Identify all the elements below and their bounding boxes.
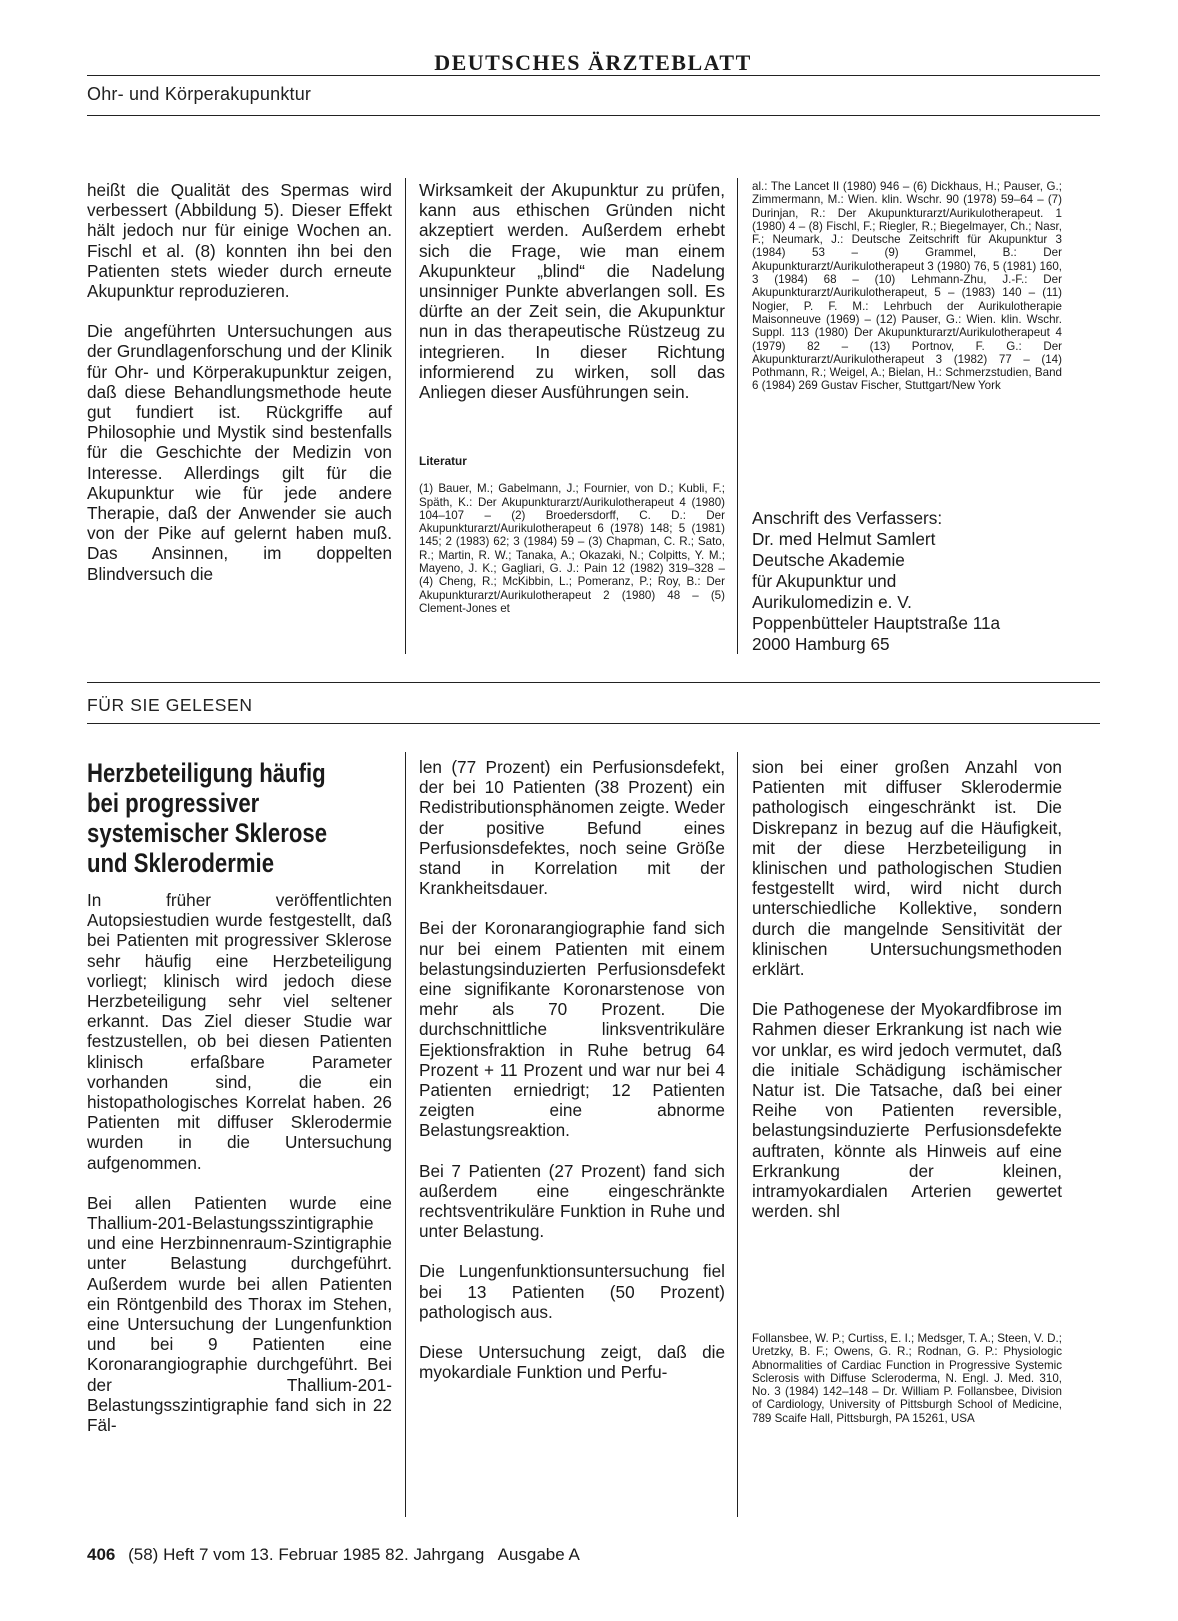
article2-reference (752, 1332, 1062, 1425)
journal-title: DEUTSCHES ÄRZTEBLATT (434, 50, 752, 75)
article2-column-2 (419, 757, 725, 1402)
header-rule-bottom (87, 115, 1100, 116)
paragraph: len (77 Prozent) ein Perfusionsdefekt, der bei 10 Patienten (38 Prozent) ein Redistributionsphänomen zeigte. Weder der positive Befund eines Perfusionsdefektes, noch seine Größe stand in Korrelation mit der Krankheitsdauer. (419, 757, 725, 899)
article2-column-1 (87, 890, 392, 1455)
article2-column-3 (752, 757, 1062, 1241)
page-number: 406 (87, 1545, 116, 1564)
paragraph: heißt die Qualität des Spermas wird verbessert (Abbildung 5). Dieser Effekt hält jedoch nur für einige Wochen an. Fischl et al. (8) konnten ihn bei den Patienten stets wieder durch erneute Akupunktur reproduzieren. (87, 180, 392, 302)
column-rule (405, 752, 406, 1517)
address-line: für Akupunktur und (752, 571, 897, 591)
header-rule-top (87, 75, 1100, 76)
address-line: 2000 Hamburg 65 (752, 634, 890, 654)
literature-heading: Literatur (419, 454, 467, 468)
paragraph: Wirksamkeit der Akupunktur zu prüfen, kann aus ethischen Gründen nicht akzeptiert werden. Außerdem erhebt sich die Frage, wie man einem Akupunkteur „blind“ die Nadelung unsinniger Punkte abverlangen soll. Es dürfte an der Zeit sein, die Akupunktur nun in das therapeutische Rüstzeug zu integrieren. In dieser Richtung informierend zu wirken, soll das Anliegen dieser Ausführungen sein. (419, 180, 725, 403)
paragraph: In früher veröffentlichten Autopsiestudien wurde festgestellt, daß bei Patienten mit progressiver Sklerose sehr häufig eine Herzbeteiligung vorliegt; klinisch wird jedoch diese Herzbeteiligung sehr viel seltener erkannt. Das Ziel dieser Studie war festzustellen, ob bei diesen Patienten klinisch erfaßbare Parameter vorhanden sind, die ein histopathologisches Korrelat haben. 26 Patienten mit diffuser Sklerodermie wurden in die Untersuchung aufgenommen. (87, 890, 392, 1173)
address-line: Deutsche Akademie (752, 550, 905, 570)
headline-line: bei progressiver (87, 788, 260, 818)
address-line: Anschrift des Verfassers: (752, 508, 943, 528)
column-rule (405, 178, 406, 654)
section-rule-top (87, 682, 1100, 683)
literature-continued (752, 180, 1062, 393)
literature-block (419, 455, 725, 615)
article1-column-2 (419, 180, 725, 422)
address-line: Poppenbütteler Hauptstraße 11a (752, 613, 1001, 633)
section-label: FÜR SIE GELESEN (87, 695, 253, 715)
running-title: Ohr- und Körperakupunktur (87, 84, 312, 104)
paragraph: Bei allen Patienten wurde eine Thallium-201-Belastungsszintigraphie und eine Herzbinnenraum-Szintigraphie unter Belastung durchgeführt. Außerdem wurde bei allen Patienten ein Röntgenbild des Thorax im Stehen, eine Untersuchung der Lungenfunktion und bei 9 Patienten eine Koronarangiographie durchgeführt. Bei der Thallium-201-Belastungsszintigraphie fand sich in 22 Fäl- (87, 1192, 392, 1436)
paragraph: Diese Untersuchung zeigt, daß die myokardiale Funktion und Perfu- (419, 1342, 725, 1383)
page-footer (87, 1545, 580, 1565)
address-line: Aurikulomedizin e. V. (752, 592, 912, 612)
issue-info: (58) Heft 7 vom 13. Februar 1985 82. Jahrgang Ausgabe A (128, 1545, 580, 1564)
paragraph: Die angeführten Untersuchungen aus der Grundlagenforschung und der Klinik für Ohr- und Körperakupunktur zeigen, daß diese Behandlungsmethode heute gut fundiert ist. Rückgriffe auf Philosophie und Mystik sind bestenfalls für die Geschichte der Medizin von Interesse. Allerdings gilt für die Akupunktur wie für jede andere Therapie, daß der Anwender sie auch von der Pike auf gelernt haben muß. Das Ansinnen, im doppelten Blindversuch die (87, 321, 392, 584)
paragraph: Bei der Koronarangiographie fand sich nur bei einem Patienten mit einem belastungsinduzierten Perfusionsdefekt eine signifikante Koronarstenose von mehr als 70 Prozent. Die durchschnittliche linksventrikuläre Ejektionsfraktion in Ruhe betrug 64 Prozent + 11 Prozent und war nur bei 4 Patienten erniedrigt; 12 Patienten zeigten eine abnorme Belastungsreaktion. (419, 918, 725, 1141)
column-rule (737, 178, 738, 654)
paragraph: sion bei einer großen Anzahl von Patienten mit diffuser Sklerodermie pathologisch eingeschränkt ist. Die Diskrepanz in bezug auf die Häufigkeit, mit der diese Herzbeteiligung in klinischen und pathologischen Studien festgestellt wird, wird nicht durch unterschiedliche Kollektive, sondern durch die mangelnde Sensitivität der klinischen Untersuchungsmethoden erklärt. (752, 757, 1062, 980)
article1-column-1 (87, 180, 392, 604)
address-line: Dr. med Helmut Samlert (752, 529, 936, 549)
author-address (752, 508, 1000, 655)
paragraph: Die Pathogenese der Myokardfibrose im Rahmen dieser Erkrankung ist nach wie vor unklar, es wird jedoch vermutet, daß die initiale Schädigung ischämischer Natur ist. Die Tatsache, daß bei einer Reihe von Patienten reversible, belastungsinduzierte Perfusionsdefekte auftraten, könnte als Hinweis auf eine Erkrankung der kleinen, intramyokardialen Arterien gewertet werden. shl (752, 999, 1062, 1222)
literature-text: (1) Bauer, M.; Gabelmann, J.; Fournier, von D.; Kubli, F.; Späth, K.: Der Akupunkturarzt/Aurikulotherapeut 4 (1980) 104–107 – (2) Broedersdorff, C. D.: Der Akupunkturarzt/Aurikulotherapeut 6 (1978) 148; 5 (1981) 145; 2 (1983) 62; 3 (1984) 59 – (3) Chapman, C. R.; Sato, R.; Martin, R. W.; Tanaka, A.; Okazaki, N.; Colpitts, Y. M.; Mayeno, J. K.; Gagliari, G. J.: Pain 12 (1982) 319–328 – (4) Cheng, R.; McKibbin, L.; Pomeranz, P.; Roy, B.: Der Akupunkturarzt/Aurikulotherapeut 2 (1980) 48 – (5) Clement-Jones et (419, 482, 725, 615)
literature-text: al.: The Lancet II (1980) 946 – (6) Dickhaus, H.; Pauser, G.; Zimmermann, M.: Wien. klin. Wschr. 90 (1978) 59–64 – (7) Durinjan, R.: Der Akupunkturarzt/Aurikulotherapeut. 1 (1980) 4 – (8) Fischl, F.; Riegler, R.; Biegelmayer, Ch.; Nasr, F.; Neumark, J.: Deutsche Zeitschrift für Akupunktur 3 (1984) 53 – (9) Grammel, B.: Der Akupunkturarzt/Aurikulotherapeut 3 (1980) 76, 5 (1981) 160, 3 (1984) 68 – (10) Lehmann-Zhu, J.-F.: Der Akupunkturarzt/Aurikulotherapeut, 5 – (1983) 140 – (11) Nogier, P. F. M.: Lehrbuch der Aurikulotherapie Maisonneuve (1969) – (12) Pauser, G.: Wien. klin. Wschr. Suppl. 113 (1980) Der Akupunkturarzt/Aurikulotherapeut 4 (1979) 82 – (13) Portnov, F. G.: Der Akupunkturarzt/Aurikulotherapeut 3 (1982) 77 – (14) Pothmann, R.; Weigel, A.; Bielan, H.: Schmerzstudien, Band 6 (1984) 269 Gustav Fischer, Stuttgart/New York (752, 180, 1063, 393)
column-rule (737, 752, 738, 1517)
headline-line: systemischer Sklerose (87, 818, 328, 848)
headline-line: und Sklerodermie (87, 848, 275, 878)
headline-line: Herzbeteiligung häufig (87, 758, 326, 788)
section-rule-bottom (87, 723, 1100, 724)
paragraph: Die Lungenfunktionsuntersuchung fiel bei 13 Patienten (50 Prozent) pathologisch aus. (419, 1261, 725, 1322)
paragraph: Bei 7 Patienten (27 Prozent) fand sich außerdem eine eingeschränkte rechtsventrikuläre Funktion in Ruhe und unter Belastung. (419, 1160, 725, 1242)
article2-headline (87, 758, 366, 878)
reference-text: Follansbee, W. P.; Curtiss, E. I.; Medsger, T. A.; Steen, V. D.; Uretzky, B. F.; Owens, G. R.; Rodnan, G. P.: Physiologic Abnormalities of Cardiac Function in Progressive Systemic Sclerosis with Diffuse Scleroderma, N. Engl. J. Med. 310, No. 3 (1984) 142–148 – Dr. William P. Follansbee, Division of Cardiology, University of Pittsburgh School of Medicine, 789 Scaife Hall, Pittsburgh, PA 15261, USA (752, 1332, 1062, 1425)
